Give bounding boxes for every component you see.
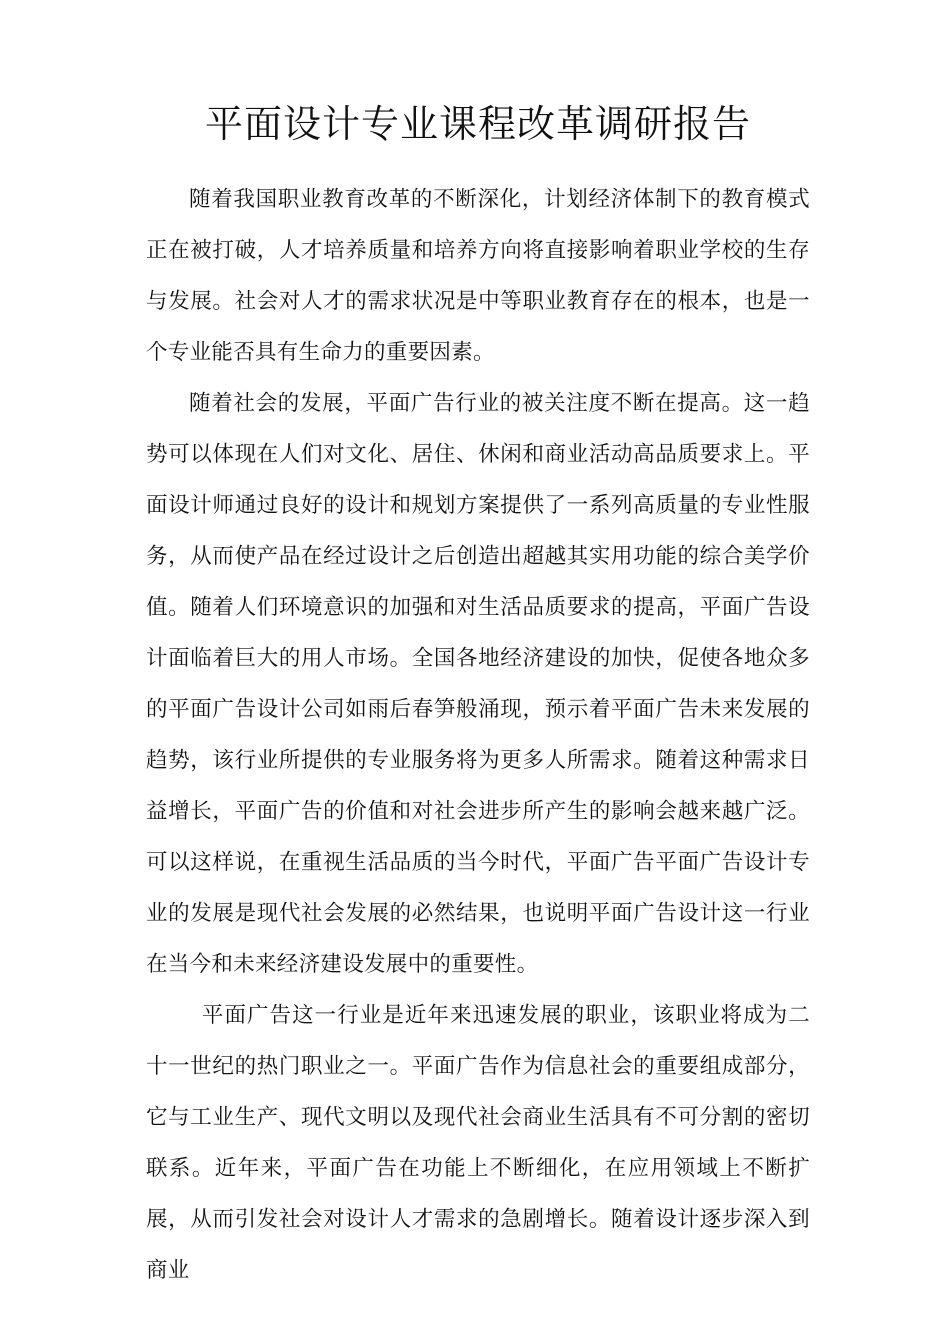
paragraph-1: 随着我国职业教育改革的不断深化，计划经济体制下的教育模式正在被打破，人才培养质量和培养方向将直接影响着职业学校的生存与发展。社会对人才的需求状况是中等职业教育存在的根本，也是一个专业能否具有生命力的重要因素。 <box>146 187 810 365</box>
document-title: 平面设计专业课程改革调研报告 <box>204 102 751 146</box>
paragraph-3: 平面广告这一行业是近年来迅速发展的职业，该职业将成为二十一世纪的热门职业之一。平面广告作为信息社会的重要组成部分，它与工业生产、现代文明以及现代社会商业生活具有不可分割的密切联系。近年来，平面广告在功能上不断细化，在应用领域上不断扩展，从而引发社会对设计人才需求的急剧增长。随着设计逐步深入到商业 <box>146 1003 810 1283</box>
paragraph-2: 随着社会的发展，平面广告行业的被关注度不断在提高。这一趋势可以体现在人们对文化、居住、休闲和商业活动高品质要求上。平面设计师通过良好的设计和规划方案提供了一系列高质量的专业性服务，从而使产品在经过设计之后创造出超越其实用功能的综合美学价值。随着人们环境意识的加强和对生活品质要求的提高，平面广告设计面临着巨大的用人市场。全国各地经济建设的加快，促使各地众多的平面广告设计公司如雨后春笋般涌现，预示着平面广告未来发展的趋势，该行业所提供的专业服务将为更多人所需求。随着这种需求日益增长，平面广告的价值和对社会进步所产生的影响会越来越广泛。可以这样说，在重视生活品质的当今时代，平面广告平面广告设计专业的发展是现代社会发展的必然结果，也说明平面广告设计这一行业在当今和未来经济建设发展中的重要性。 <box>146 391 810 977</box>
